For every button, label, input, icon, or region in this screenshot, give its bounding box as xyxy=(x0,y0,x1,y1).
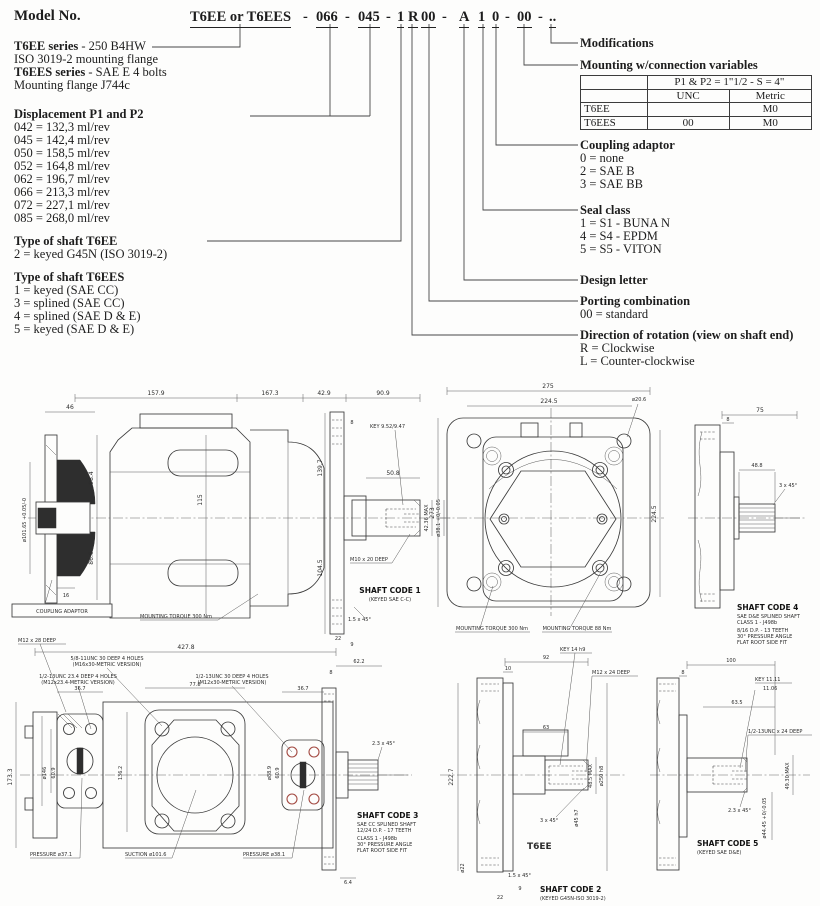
dim-label: 75 xyxy=(756,407,764,414)
code-sep: - xyxy=(386,9,391,25)
table-cell xyxy=(647,103,729,117)
dim-label: 8 xyxy=(681,670,685,676)
table-row-name: T6EES xyxy=(581,116,648,130)
dim-label: 48.8 xyxy=(751,463,763,469)
porting-title: Porting combination xyxy=(580,294,691,308)
model-no-label: Model No. xyxy=(14,8,81,24)
chamfer-label: 3 x 45° xyxy=(779,483,798,489)
rotation-title: Direction of rotation (view on shaft end) xyxy=(580,328,794,342)
pressure-port-label: PRESSURE ø38.1 xyxy=(243,852,286,858)
dim-label: 104.5 xyxy=(317,559,324,577)
t6ee-series-label: T6EE series xyxy=(14,39,79,53)
hole-dia-label: ø20.6 xyxy=(632,397,647,403)
model-code xyxy=(0,9,820,31)
list-item: 5 = S5 - VITON xyxy=(580,242,662,256)
t6ee-shaft-view xyxy=(440,647,638,902)
tapped-hole-label: 1/2-13UNC x 24 DEEP xyxy=(748,729,803,735)
mounting-title: Mounting w/connection variables xyxy=(580,58,758,72)
list-item: 045 = 142,4 ml/rev xyxy=(14,133,110,147)
bolt-callout: (M12x30-METRIC VERSION) xyxy=(197,680,267,686)
dim-label: 36.7 xyxy=(74,686,86,692)
dim-label: 86.6 xyxy=(88,551,95,565)
table-cell xyxy=(581,89,648,103)
dim-label: 77.8 xyxy=(189,682,201,688)
porting-item: 00 = standard xyxy=(580,307,649,321)
code-modifications: .. xyxy=(549,9,556,28)
dim-label: ø88.9 xyxy=(267,765,273,781)
list-item: 050 = 158,5 ml/rev xyxy=(14,146,110,160)
dim-label: 62.2 xyxy=(353,659,365,665)
seal-list xyxy=(580,217,670,256)
dim-label: ø45 h7 xyxy=(574,809,580,827)
t6ee-view-label: T6EE xyxy=(527,842,552,852)
table-col-metric: Metric xyxy=(729,89,811,103)
dim-label: ø101.65 +0.05/-0 xyxy=(22,497,28,543)
shaft-spec-line: 30° PRESSURE ANGLE xyxy=(357,842,413,848)
drawings-figure xyxy=(0,376,820,906)
dim-label: 98.4 xyxy=(88,471,95,485)
bolt-callout: 1/2-13UNC 30 DEEP 4 HOLES xyxy=(195,674,269,680)
list-item: 085 = 268,0 ml/rev xyxy=(14,211,110,225)
list-item: 1 = S1 - BUNA N xyxy=(580,216,671,230)
dim-label: ø22 xyxy=(460,863,466,873)
coupling-title: Coupling adaptor xyxy=(580,138,675,152)
table-cell: M0 xyxy=(729,103,811,117)
table-span-header: P1 & P2 = 1"1/2 - S = 4" xyxy=(647,76,811,90)
rotation-list xyxy=(580,342,695,368)
dim-label: 90.9 xyxy=(376,390,390,397)
key-spec-label: KEY 14 h9 xyxy=(560,647,586,653)
code-sep: - xyxy=(303,9,308,25)
dim-label: 42.36 MAX xyxy=(424,504,430,532)
dim-label: ø250 h8 xyxy=(599,765,605,787)
dim-label: 275 xyxy=(542,383,554,390)
shaft-spec-line: FLAT ROOT SIDE FIT xyxy=(737,640,788,646)
code-displacement-p1: 066 xyxy=(316,9,338,28)
dim-label: 60.9 xyxy=(51,767,57,779)
modifications-title: Modifications xyxy=(580,36,654,50)
t6ees-series-value: - SAE E 4 bolts xyxy=(85,65,167,79)
table-col-unc: UNC xyxy=(647,89,729,103)
chamfer-label: 3 x 45° xyxy=(540,818,559,824)
design-letter-title: Design letter xyxy=(580,273,648,287)
shaft-spec-line: 30° PRESSURE ANGLE xyxy=(737,634,793,640)
dim-label: 273 xyxy=(429,507,436,519)
shaft-t6ees-title: Type of shaft T6EES xyxy=(14,270,125,284)
dim-label: 6.4 xyxy=(344,880,352,886)
mounting-torque-label: MOUNTING TORQUE 300 Nm xyxy=(140,614,212,620)
list-item: 3 = SAE BB xyxy=(580,177,643,191)
list-item: 4 = S4 - EPDM xyxy=(580,229,658,243)
tapped-hole-label: M12 x 28 DEEP xyxy=(18,638,56,644)
shaft-spec-line: SAE D&E SPLINED SHAFT xyxy=(737,614,800,620)
shaft-code-2-title: SHAFT CODE 2 xyxy=(540,885,602,894)
code-displacement-p2: 045 xyxy=(358,9,380,28)
dim-label: ø44.45 +0/-0.05 xyxy=(762,797,768,839)
list-item: 3 = splined (SAE CC) xyxy=(14,296,125,310)
dim-label: 222.7 xyxy=(448,768,455,786)
shaft-spec-line: FLAT ROOT SIDE FIT xyxy=(357,848,408,854)
shaft-code-5-view xyxy=(650,658,812,870)
dim-label: 136.2 xyxy=(118,765,124,781)
list-item: 042 = 132,3 ml/rev xyxy=(14,120,110,134)
shaft-code-5-subtitle: (KEYED SAE D&E) xyxy=(697,850,742,856)
shaft-code-1-subtitle: (KEYED SAE C-C) xyxy=(368,597,412,603)
key-spec-label: KEY 9.52/9.47 xyxy=(370,424,406,430)
dim-label: 8 xyxy=(329,670,333,676)
list-item: 052 = 164,8 ml/rev xyxy=(14,159,110,173)
code-series: T6EE or T6EES xyxy=(190,9,291,28)
shaft-code-4-title: SHAFT CODE 4 xyxy=(737,603,799,612)
table-row-name: T6EE xyxy=(581,103,648,117)
code-design-letter: A xyxy=(459,9,469,28)
chamfer-label: 2.3 x 45° xyxy=(728,808,751,814)
code-sep: - xyxy=(505,9,510,25)
coupling-adaptor-label: COUPLING ADAPTOR xyxy=(36,609,88,615)
dim-label: ø38.1 +0/-0.05 xyxy=(436,499,442,537)
shaft-t6ee-title: Type of shaft T6EE xyxy=(14,234,118,248)
table-cell: 00 xyxy=(647,116,729,130)
t6ees-series-label: T6EES series xyxy=(14,65,86,79)
dim-label: 100 xyxy=(726,658,736,664)
seal-title: Seal class xyxy=(580,203,631,217)
key-spec-label: 11.06 xyxy=(763,686,778,692)
list-item: 4 = splined (SAE D & E) xyxy=(14,309,141,323)
list-item: 066 = 213,3 ml/rev xyxy=(14,185,110,199)
bolt-callout: 5/8-11UNC 30 DEEP 4 HOLES xyxy=(70,656,144,662)
dim-label: 42.9 xyxy=(317,390,331,397)
shaft-code-1-title: SHAFT CODE 1 xyxy=(359,586,421,595)
shaft-t6ees-list xyxy=(14,284,140,336)
code-coupling: 0 xyxy=(492,9,499,28)
code-sep: - xyxy=(538,9,543,25)
dim-label: 139.7 xyxy=(317,459,324,477)
list-item: 5 = keyed (SAE D & E) xyxy=(14,322,135,336)
dim-label: 63 xyxy=(542,725,550,731)
list-item: 072 = 227,1 ml/rev xyxy=(14,198,110,212)
shaft-t6ee-item: 2 = keyed G45N (ISO 3019-2) xyxy=(14,247,168,261)
shaft-spec-line: 8/16 D.P. - 13 TEETH xyxy=(737,628,789,634)
dim-label: 115 xyxy=(197,494,204,506)
dim-label: 50.8 xyxy=(386,470,400,477)
shaft-spec-line: CLASS 1 - J498b xyxy=(357,836,398,842)
code-sep: - xyxy=(345,9,350,25)
suction-port-label: SUCTION ø101.6 xyxy=(125,852,167,858)
coupling-list xyxy=(580,152,643,191)
dim-label: 10 xyxy=(504,666,512,672)
flange-front-view xyxy=(429,383,664,632)
dim-label: 92 xyxy=(542,655,550,661)
dim-label: 46 xyxy=(66,404,74,411)
dim-label: 22 xyxy=(334,636,342,642)
shaft-spec-line: SAE CC SPLINED SHAFT xyxy=(357,822,416,828)
list-item: 1 = keyed (SAE CC) xyxy=(14,283,119,297)
shaft-code-5-title: SHAFT CODE 5 xyxy=(697,839,759,848)
bolt-callout: (M12x23.4-METRIC VERSION) xyxy=(41,680,115,686)
table-cell xyxy=(581,76,648,90)
pump-top-view xyxy=(7,638,418,886)
tapped-hole-label: M12 x 24 DEEP xyxy=(592,670,630,676)
pressure-port-label: PRESSURE ø37.1 xyxy=(30,852,73,858)
mounting-table xyxy=(580,75,812,130)
shaft-spec-line: CLASS 1 - J498b xyxy=(737,620,778,626)
dim-label: 157.9 xyxy=(147,390,165,397)
list-item: L = Counter-clockwise xyxy=(580,354,695,368)
chamfer-label: 1.5 x 45° xyxy=(348,617,371,623)
dim-label: 8 xyxy=(350,420,354,426)
mounting-torque-label: MOUNTING TORQUE 88 Nm xyxy=(542,626,612,632)
chamfer-label: 1.5 x 45° xyxy=(508,873,531,879)
dim-label: 36.7 xyxy=(297,686,309,692)
series-description xyxy=(14,40,167,92)
key-spec-label: KEY 11.11 xyxy=(755,677,781,683)
dim-label: 9 xyxy=(518,886,522,892)
shaft-code-4-view xyxy=(688,407,806,646)
t6ees-series-desc: Mounting flange J744c xyxy=(14,78,130,92)
t6ee-series-value: - 250 B4HW xyxy=(78,39,146,53)
dim-label: 16 xyxy=(62,593,70,599)
table-cell: M0 xyxy=(729,116,811,130)
code-sep: - xyxy=(442,9,447,25)
bolt-callout: (M16x30-METRIC VERSION) xyxy=(72,662,142,668)
shaft-spec-line: 12/24 D.P. - 17 TEETH xyxy=(357,828,412,834)
list-item: 0 = none xyxy=(580,151,624,165)
displacement-list xyxy=(14,121,110,225)
list-item: 062 = 196,7 ml/rev xyxy=(14,172,110,186)
pump-side-view xyxy=(12,390,452,648)
dim-label: 60.9 xyxy=(275,767,281,779)
dim-label: 224.5 xyxy=(540,398,558,405)
code-mounting: 00 xyxy=(517,9,532,28)
t6ee-series-desc: ISO 3019-2 mounting flange xyxy=(14,52,159,66)
dim-label: 224.5 xyxy=(651,505,658,523)
dim-label: 63.5 xyxy=(731,700,743,706)
chamfer-label: 2.3 x 45° xyxy=(372,741,395,747)
dim-label: 22 xyxy=(496,895,504,901)
tapped-hole-label: M10 x 20 DEEP xyxy=(350,557,388,563)
dim-label: 49.30 MAX xyxy=(785,762,791,790)
code-porting: 00 xyxy=(421,9,436,28)
code-shaft-type: 1 xyxy=(397,9,404,28)
bolt-callout: 1/2-13UNC 23.4 DEEP 4 HOLES xyxy=(39,674,117,680)
dim-label: 8 xyxy=(726,417,730,423)
mounting-torque-label: MOUNTING TORQUE 300 Nm xyxy=(456,626,528,632)
shaft-code-2-subtitle: (KEYED G45N-ISO 3019-2) xyxy=(540,896,606,902)
dim-label: 167.3 xyxy=(261,390,279,397)
dim-label: 9 xyxy=(350,642,354,648)
list-item: 2 = SAE B xyxy=(580,164,635,178)
shaft-code-3-title: SHAFT CODE 3 xyxy=(357,811,419,820)
dim-label: 173.3 xyxy=(7,768,14,786)
code-seal-class: 1 xyxy=(478,9,485,28)
list-item: R = Clockwise xyxy=(580,341,655,355)
dim-label: 48.5 MAX xyxy=(588,764,594,788)
displacement-title: Displacement P1 and P2 xyxy=(14,107,144,121)
dim-label: 427.8 xyxy=(177,644,195,651)
dim-label: ø146 xyxy=(42,766,48,780)
code-rotation: R xyxy=(408,9,418,28)
